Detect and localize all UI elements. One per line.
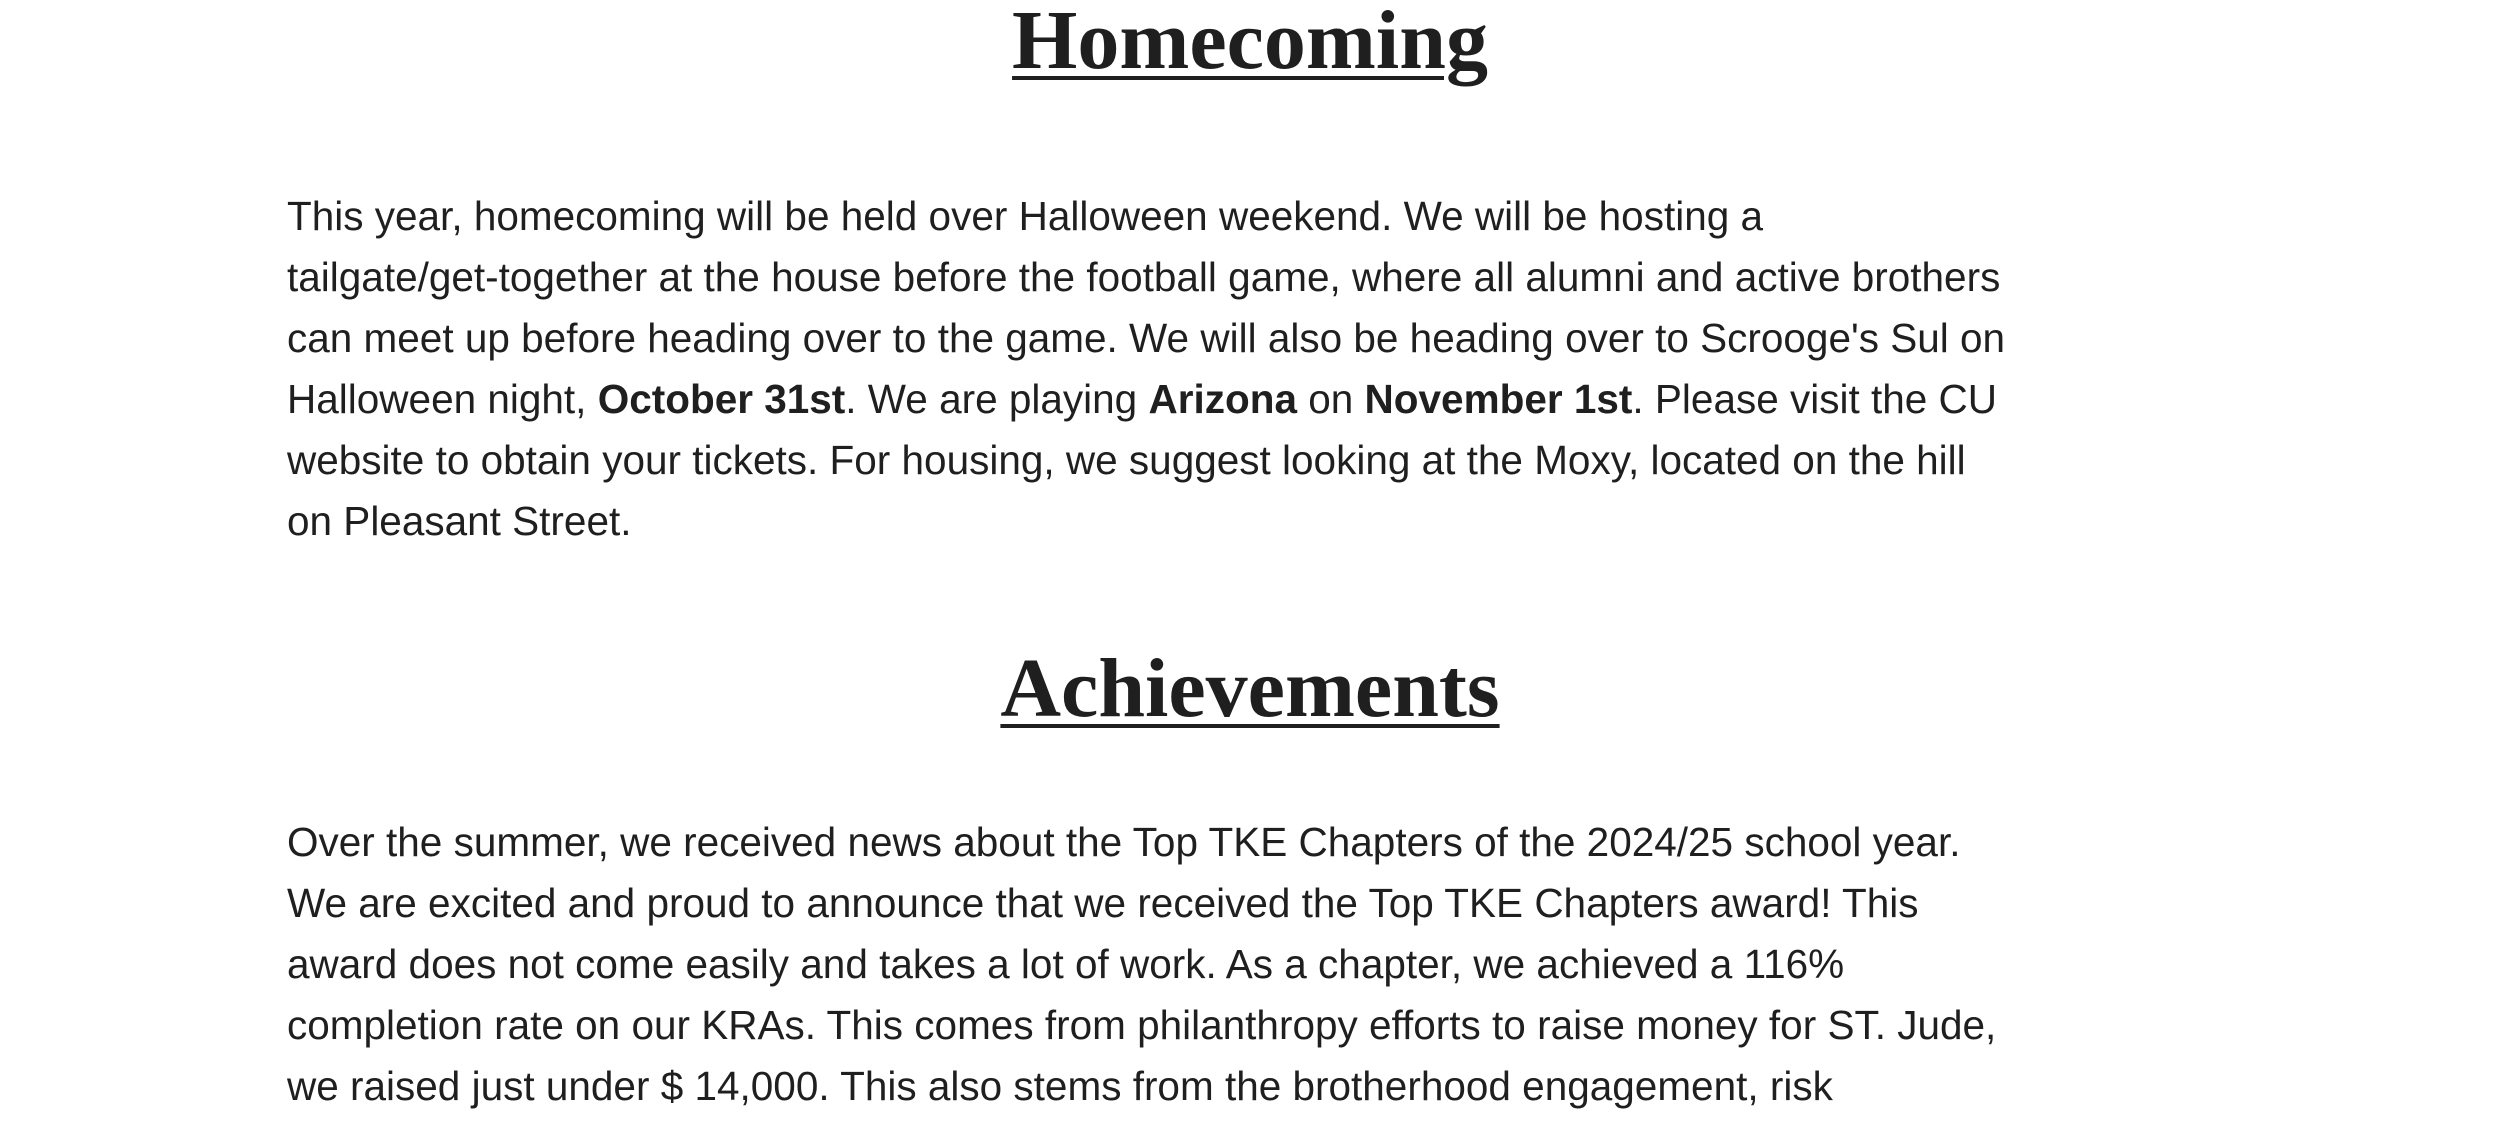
achievements-line-3: award does not come easily and takes a lot of work. As a chapter, we achieved a 116% (287, 941, 1845, 987)
homecoming-line-6: on Pleasant Street. (287, 498, 632, 544)
game-date: November 1st (1364, 376, 1633, 422)
halloween-date: October 31st (597, 376, 846, 422)
achievements-line-2: We are excited and proud to announce that we received the Top TKE Chapters award! This (287, 880, 1919, 926)
homecoming-line-4-text-d: . Please visit the CU (1632, 376, 1998, 422)
homecoming-line-5: website to obtain your tickets. For housing, we suggest looking at the Moxy, located on the hill (287, 437, 1966, 483)
homecoming-line-4-text-a: Halloween night, (287, 376, 598, 422)
homecoming-line-4-text-b: . We are playing (845, 376, 1149, 422)
homecoming-line-4-text-c: on (1296, 376, 1365, 422)
homecoming-line-4 (287, 369, 2247, 430)
homecoming-heading: Homecoming (1012, 0, 1488, 87)
homecoming-line-1: This year, homecoming will be held over Halloween weekend. We will be hosting a (287, 193, 1764, 239)
achievements-line-5: we raised just under $ 14,000. This also stems from the brotherhood engagement, risk (287, 1063, 1833, 1109)
achievements-line-1: Over the summer, we received news about the Top TKE Chapters of the 2024/25 school year. (287, 819, 1961, 865)
homecoming-paragraph (287, 186, 2247, 552)
homecoming-line-3: can meet up before heading over to the game. We will also be heading over to Scrooge's Sul on (287, 315, 2006, 361)
achievements-heading: Achievements (1000, 642, 1500, 735)
achievements-line-4: completion rate on our KRAs. This comes from philanthropy efforts to raise money for ST. Jude, (287, 1002, 1997, 1048)
homecoming-line-2: tailgate/get-together at the house before the football game, where all alumni and active brothers (287, 254, 2001, 300)
opponent-team: Arizona (1148, 376, 1297, 422)
achievements-paragraph (287, 812, 2247, 1117)
